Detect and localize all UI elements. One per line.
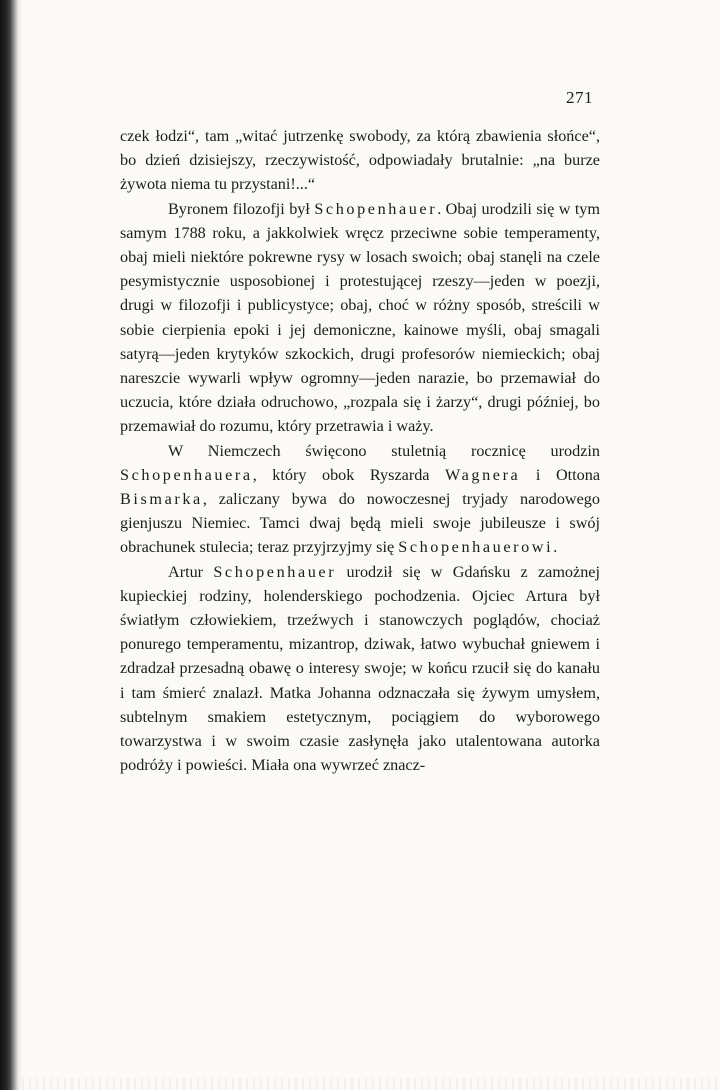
paragraph-3 <box>120 439 600 560</box>
spaced-name: Schopenhauer <box>314 199 438 218</box>
text-run: urodził się w Gdańsku z zamożnej kupieckiej rodziny, holenderskiego pochodzenia. Ojciec Artura był światłym człowiekiem, trzeźwych i stanowczych poglądów, chociaż ponurego temperamentu, mizantrop, dziwak, łatwo wybuchał gniewem i zdradzał przesadną obawę o interesy swoje; w końcu rzucił się do kanału i tam śmierć znalazł. Matka Johanna odznaczała się żywym umysłem, subtelnym smakiem estetycznym, pociągiem do wyborowego towarzystwa i w swoim czasie zasłynęła jako utalentowana autorka podróży i powieści. Miała ona wywrzeć znacz- <box>120 562 600 775</box>
text-run: Byronem filozofji był <box>168 199 315 218</box>
paragraph-4 <box>120 560 600 778</box>
page-number: 271 <box>566 88 593 107</box>
text-run: W Niemczech święcono stuletnią rocznicę urodzin <box>168 441 600 460</box>
spaced-name: Schopenhauer <box>213 562 337 581</box>
paragraph-1 <box>120 124 600 197</box>
text-run: Artur <box>168 562 214 581</box>
text-run: i Ottona <box>520 465 600 484</box>
paragraph-2 <box>120 197 600 439</box>
spaced-name: Schopenhauerowi <box>398 538 554 557</box>
text-run: czek łodzi“, tam „witać jutrzenkę swobody, za którą zbawienia słońce“, bo dzień dzisiejszy, rzeczywistość, odpowiadały brutalnie: „na burze żywota niema tu przystani!...“ <box>120 127 600 194</box>
page-binding-edge <box>0 0 22 1090</box>
scan-noise <box>22 1078 720 1090</box>
text-run: , zaliczany bywa do nowoczesnej tryjady narodowego gienjuszu Niemiec. Tamci dwaj będą mieli swoje jubileusze i swój obrachunek stulecia; teraz przyjrzyjmy się <box>120 490 600 557</box>
spaced-name: Schopenhauera <box>120 465 253 484</box>
book-text <box>120 124 600 777</box>
text-run: . <box>553 538 558 557</box>
spaced-name: Bismarka <box>120 490 203 509</box>
text-run: , który obok Ryszarda <box>252 465 446 484</box>
text-run: . Obaj urodzili się w tym samym 1788 roku, a jakkolwiek wręcz przeciwne sobie temperamenty, obaj mieli niektóre pokrewne rysy w losach swoich; obaj stanęli na czele pesymistycznie usposobionej i protestującej rzeszy—jeden w poezji, drugi w filozofji i publicystyce; obaj, choć w różny sposób, streścili w sobie cierpienia epoki i jej demoniczne, kainowe myśli, obaj smagali satyrą—jeden krytyków szkockich, drugi profesorów niemieckich; obaj nareszcie wywarli wpływ ogromny—jeden narazie, bo przemawiał do uczucia, które działa odruchowo, „rozpala się i żarzy“, drugi później, bo przemawiał do rozumu, który przetrawia i waży. <box>120 199 600 436</box>
spaced-name: Wagnera <box>445 465 521 484</box>
